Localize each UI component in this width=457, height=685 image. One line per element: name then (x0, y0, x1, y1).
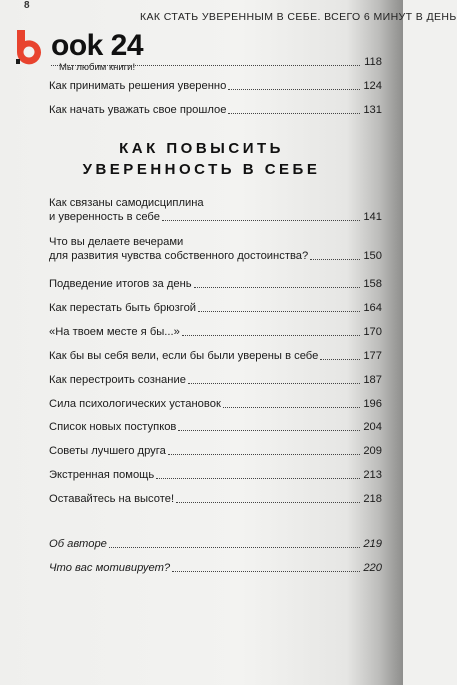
toc-entry-title: Как начать уважать свое прошлое (49, 104, 227, 116)
toc-entry-title: Как принимать решения уверенно (49, 80, 227, 92)
toc-entry (49, 277, 382, 291)
toc-entry (49, 468, 382, 482)
leader-dots (182, 334, 360, 336)
toc-entry-page: 213 (363, 469, 382, 481)
toc-entry-title-line2: для развития чувства собственного достоинства? (49, 250, 309, 262)
toc-entry-page: 187 (363, 374, 382, 386)
toc-entry (49, 492, 382, 506)
toc-entry-title: Список новых поступков (49, 421, 177, 433)
toc-entry (49, 537, 382, 551)
toc-entry-page: 141 (363, 211, 382, 223)
toc-entry (49, 196, 382, 224)
logo-tagline: Мы любим книги! (59, 62, 136, 73)
toc-entry (49, 301, 382, 315)
toc-entry-page: 124 (363, 80, 382, 92)
toc-entry-page: 218 (363, 493, 382, 505)
section-title-line1: КАК ПОВЫСИТЬ (119, 140, 284, 157)
toc-entry (49, 235, 382, 263)
leader-dots (162, 219, 360, 221)
running-head: КАК СТАТЬ УВЕРЕННЫМ В СЕБЕ. ВСЕГО 6 МИНУТ В ДЕНЬ (140, 11, 457, 23)
leader-dots (168, 453, 360, 455)
logo-b-icon (13, 28, 49, 66)
section-title-line2: УВЕРЕННОСТЬ В СЕБЕ (82, 161, 321, 178)
toc-entry (49, 444, 382, 458)
toc-entry-title: Об авторе (49, 538, 107, 550)
toc-entry-title: «На твоем месте я бы...» (49, 326, 180, 338)
toc-entry-title: Как бы вы себя вели, если бы были уверены в себе (49, 350, 319, 362)
toc-entry-page: 164 (363, 302, 382, 314)
toc-entry-title-line1: Что вы делаете вечерами (49, 236, 184, 248)
toc-entry-page: 170 (363, 326, 382, 338)
toc-entry (49, 79, 382, 93)
toc-entry-page: 220 (363, 562, 382, 574)
page-number: 8 (24, 0, 30, 11)
leader-dots (109, 546, 360, 548)
toc-entry-title: Подведение итогов за день (49, 278, 192, 290)
toc-entry-page: 196 (363, 398, 382, 410)
toc-entry (49, 55, 382, 69)
leader-dots (188, 382, 360, 384)
toc-entry-page: 150 (363, 250, 382, 262)
toc-entry-title: Что вас мотивирует? (49, 562, 171, 574)
toc-entry (49, 561, 382, 575)
leader-dots (156, 477, 360, 479)
leader-dots (310, 258, 360, 260)
toc-entry-title: Как перестать быть брюзгой (49, 302, 197, 314)
toc-entry-title: Экстренная помощь (49, 469, 155, 481)
leader-dots (223, 406, 360, 408)
toc-entry-page: 118 (364, 56, 382, 68)
toc-entry-title-line1: Как связаны самодисциплина (49, 197, 204, 209)
toc-entry-page: 204 (363, 421, 382, 433)
toc-entry-page: 219 (363, 538, 382, 550)
toc-entry-title: Как перестроить сознание (49, 374, 186, 386)
toc-entry-page: 158 (363, 278, 382, 290)
leader-dots (176, 501, 360, 503)
toc-entry-page: 209 (363, 445, 382, 457)
toc-entry (49, 373, 382, 387)
toc-entry (49, 397, 382, 411)
leader-dots (51, 64, 360, 66)
toc-entry (49, 349, 382, 363)
leader-dots (228, 112, 360, 114)
toc-entry-page: 177 (363, 350, 382, 362)
leader-dots (178, 429, 360, 431)
toc-entry (49, 420, 382, 434)
leader-dots (198, 310, 360, 312)
toc-entry-title: Сила психологических установок (49, 398, 221, 410)
toc-entry (49, 103, 382, 117)
toc-entry-title-line2: и уверенность в себе (49, 211, 160, 223)
leader-dots (172, 570, 360, 572)
leader-dots (320, 358, 360, 360)
toc-entry (49, 325, 382, 339)
toc-entry-page: 131 (363, 104, 382, 116)
toc-entry-title: Советы лучшего друга (49, 445, 166, 457)
toc-entry-title: Оставайтесь на высоте! (49, 493, 175, 505)
leader-dots (194, 286, 360, 288)
logo-wordmark: ook 24 (51, 29, 144, 62)
leader-dots (228, 88, 360, 90)
